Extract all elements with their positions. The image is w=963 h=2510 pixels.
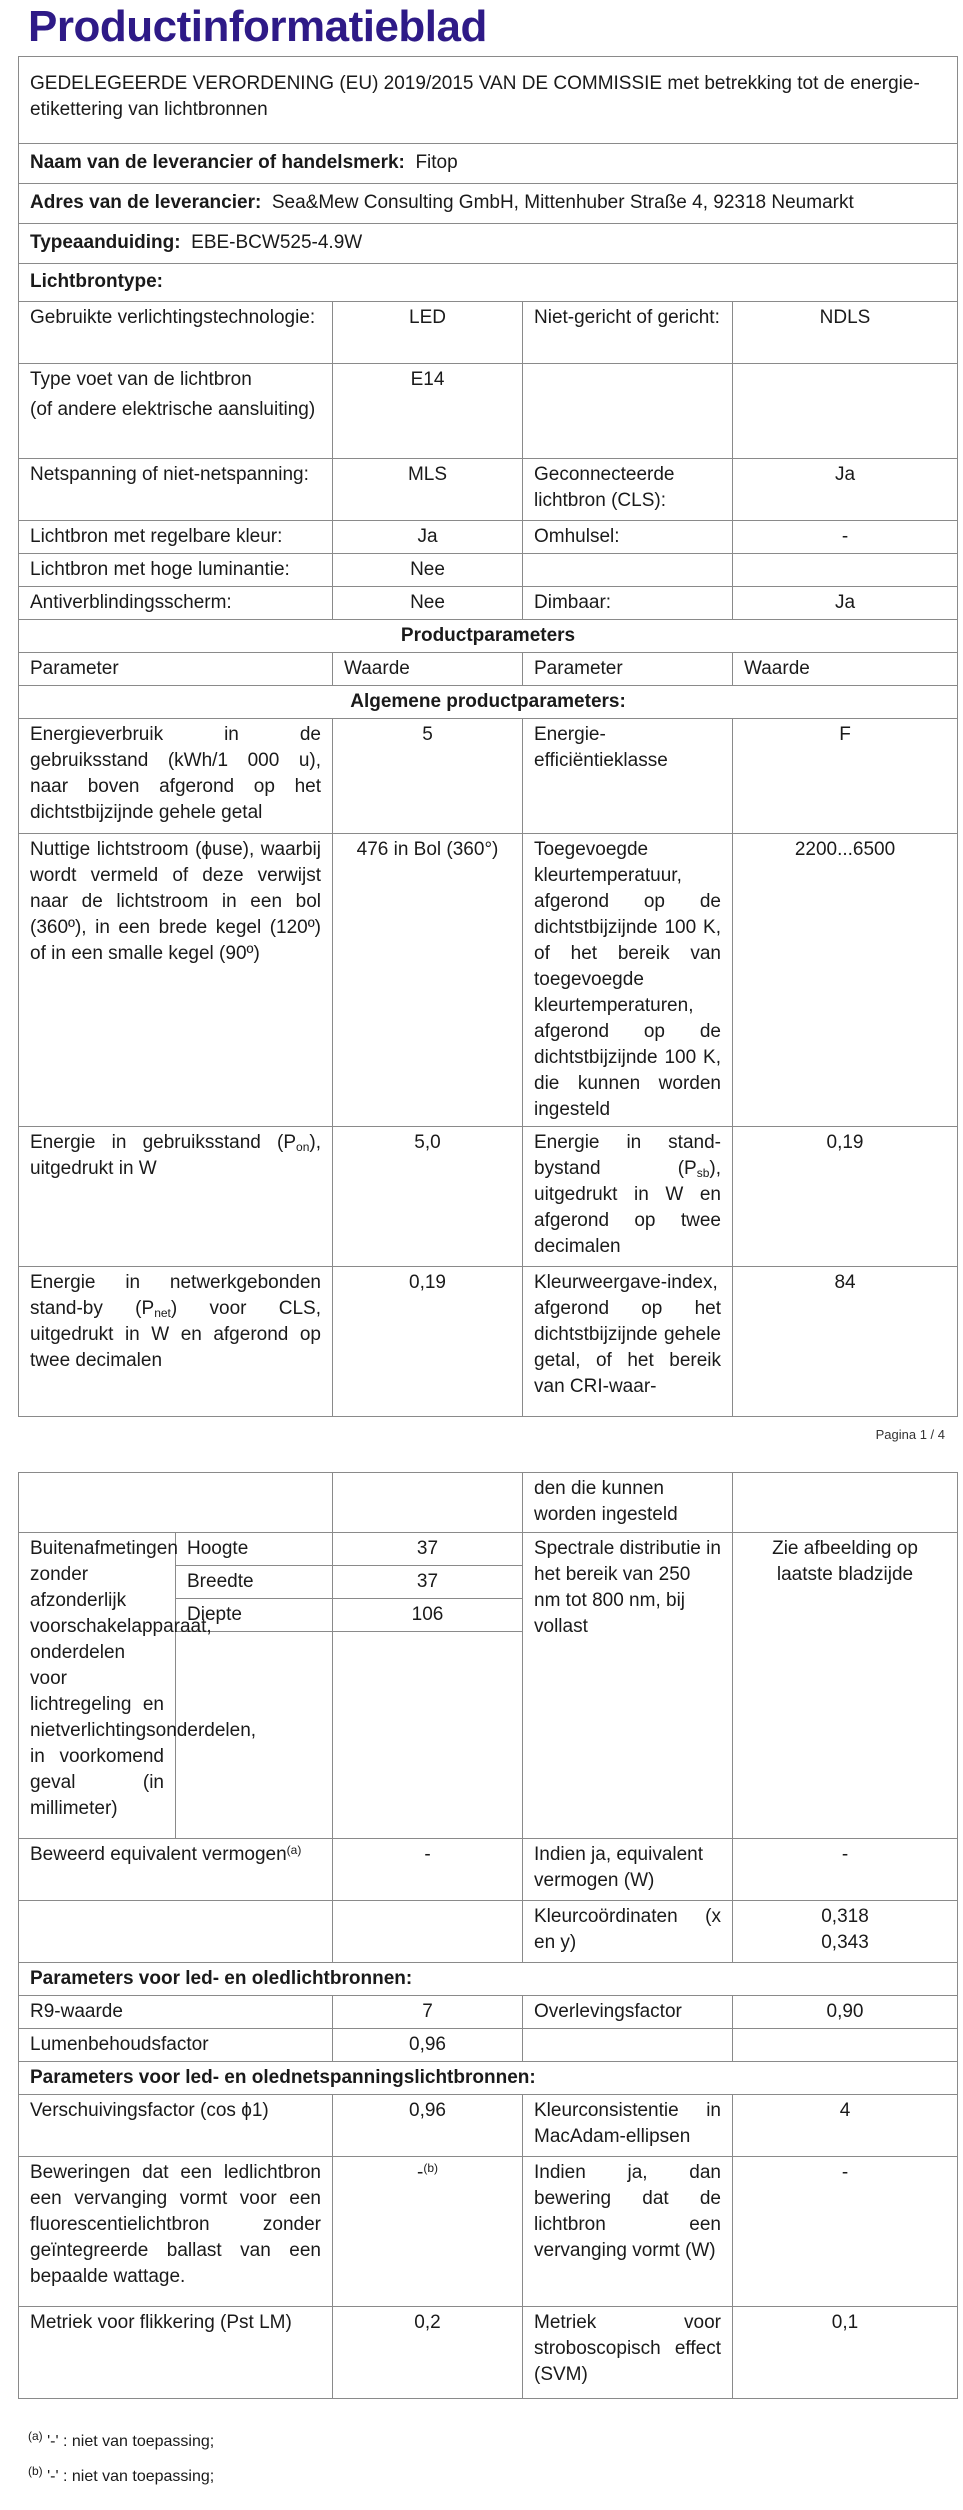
lumen-maintenance-value: 0,96 (333, 2029, 523, 2062)
high-luminance-label: Lichtbron met hoge luminantie: (19, 554, 333, 587)
dimmable-value: Ja (733, 587, 958, 620)
model-row (19, 224, 958, 264)
cap-type-sublabel: (of andere elektrische aansluiting) (30, 399, 316, 420)
empty-cell (733, 2029, 958, 2062)
color-consistency-label: Kleurconsistentie in MacAdam-ellipsen (523, 2095, 733, 2157)
replacement-claim-power-label: Indien ja, dan bewering dat de lichtbron een vervanging vormt (W) (523, 2157, 733, 2307)
stroboscopic-metric-label: Metriek voor stroboscopisch effect (SVM) (523, 2307, 733, 2399)
directional-label: Niet-gericht of gericht: (523, 302, 733, 364)
product-info-table-page1 (18, 56, 958, 1417)
empty-cell (19, 1901, 333, 1963)
cri-label-continued: den die kunnen worden ingesteld (523, 1473, 733, 1533)
cap-type-cell (19, 364, 333, 459)
empty-cell (333, 1473, 523, 1533)
survival-factor-label: Overlevingsfactor (523, 1996, 733, 2029)
tunable-label: Lichtbron met regelbare kleur: (19, 521, 333, 554)
equivalent-power-label: Indien ja, equivalent vermogen (W) (523, 1839, 733, 1901)
tunable-value: Ja (333, 521, 523, 554)
page-number: Pagina 1 / 4 (875, 1427, 945, 1442)
page-title: Productinformatieblad (28, 2, 487, 51)
cls-value: Ja (733, 459, 958, 521)
empty-cell (523, 364, 733, 459)
anti-glare-value: Nee (333, 587, 523, 620)
dimmable-label: Dimbaar: (523, 587, 733, 620)
flicker-metric-value: 0,2 (333, 2307, 523, 2399)
led-parameters-heading: Parameters voor led- en oledlichtbronnen: (19, 1963, 958, 1996)
chromaticity-y: 0,343 (821, 1932, 869, 1953)
networked-standby-label: Energie in netwerkgebonden stand-by $(P_{net})$ voor CLS, uitgedrukt in W en afgerond op twee decimalen (19, 1267, 333, 1417)
height-value: 37 (333, 1533, 523, 1566)
empty-cell (523, 554, 733, 587)
flicker-metric-label: Metriek voor flikkering (Pst LM) (19, 2307, 333, 2399)
on-mode-power-label: Energie in gebruiksstand $(P_{on})$, uitgedrukt in W (19, 1127, 333, 1267)
cap-type-label: Type voet van de lichtbron (30, 369, 252, 390)
directional-value: NDLS (733, 302, 958, 364)
mains-label: Netspanning of niet-netspanning: (19, 459, 333, 521)
regulation-text: GEDELEGEERDE VERORDENING (EU) 2019/2015 VAN DE COMMISSIE met betrekking tot de energie-etikettering van lichtbronnen (19, 57, 958, 144)
luminous-flux-value: 476 in Bol (360°) (333, 834, 523, 1127)
product-parameters-heading: Productparameters (19, 620, 958, 653)
chromaticity-values (733, 1901, 958, 1963)
tech-value: LED (333, 302, 523, 364)
empty-cell (19, 1473, 333, 1533)
address-label: Adres van de leverancier: (30, 192, 262, 213)
depth-label: Diepte (176, 1599, 333, 1632)
claimed-power-value: - (333, 1839, 523, 1901)
cri-label: Kleurweergave-index, afgerond op het dichtstbijzijnde gehele getal, of het bereik van CRI-waar- (523, 1267, 733, 1417)
standby-power-label: Energie in stand-bystand $(P_{sb})$, uitgedrukt in W en afgerond op twee decimalen (523, 1127, 733, 1267)
anti-glare-label: Antiverblindingsscherm: (19, 587, 333, 620)
luminous-flux-label: Nuttige lichtstroom (ϕuse), waarbij wordt vermeld of deze verwijst naar de lichtstroom in een bol (360º), in een brede kegel (120º) of in een smalle kegel (90º) (19, 834, 333, 1127)
displacement-factor-value: 0,96 (333, 2095, 523, 2157)
footnote-a-mark: (a) (28, 2429, 43, 2443)
high-luminance-value: Nee (333, 554, 523, 587)
cap-type-value: E14 (333, 364, 523, 459)
width-label: Breedte (176, 1566, 333, 1599)
footnote-a (28, 2429, 215, 2451)
supplier-row (19, 144, 958, 184)
cls-label: Geconnecteerde lichtbron (CLS): (523, 459, 733, 521)
equivalent-power-value: - (733, 1839, 958, 1901)
address-row (19, 184, 958, 224)
spectral-distribution-value: Zie afbeelding op laatste bladzijde (733, 1533, 958, 1839)
networked-standby-value: 0,19 (333, 1267, 523, 1417)
empty-cell (333, 1901, 523, 1963)
footnote-b-text: '-' : niet van toepassing; (47, 2468, 215, 2485)
r9-value: 7 (333, 1996, 523, 2029)
col-header-parameter: Parameter (523, 653, 733, 686)
product-info-table-page2 (18, 1472, 958, 2399)
supplier-label: Naam van de leverancier of handelsmerk: (30, 152, 405, 173)
r9-label: R9-waarde (19, 1996, 333, 2029)
supplier-value: Fitop (415, 152, 458, 173)
energy-class-value: F (733, 719, 958, 834)
claimed-power-label: Beweerd equivalent vermogen$^{(a)}$ (19, 1839, 333, 1901)
color-temperature-value: 2200...6500 (733, 834, 958, 1127)
replacement-claim-label: Beweringen dat een ledlichtbron een vervanging vormt voor een fluorescentielichtbron zonder geïntegreerde ballast van een bepaalde wattage. (19, 2157, 333, 2307)
tech-label: Gebruikte verlichtingstechnologie: (19, 302, 333, 364)
width-value: 37 (333, 1566, 523, 1599)
model-value: EBE-BCW525-4.9W (191, 232, 363, 253)
footnote-b-mark: (b) (28, 2464, 43, 2478)
standby-power-value: 0,19 (733, 1127, 958, 1267)
displacement-factor-label: Verschuivingsfactor (cos ϕ1) (19, 2095, 333, 2157)
empty-cell (523, 2029, 733, 2062)
envelope-label: Omhulsel: (523, 521, 733, 554)
model-label: Typeaanduiding: (30, 232, 181, 253)
height-label: Hoogte (176, 1533, 333, 1566)
chromaticity-label: Kleurcoördinaten (x en y) (523, 1901, 733, 1963)
envelope-value: - (733, 521, 958, 554)
lightsource-type-heading: Lichtbrontype: (19, 264, 958, 302)
dimensions-label: Buitenafmetingen zonder afzonderlijk voorschakelapparaat, onderdelen voor lichtregeling en nietverlichtingsonderdelen, in voorkomend geval (in millimeter) (19, 1533, 176, 1839)
lumen-maintenance-label: Lumenbehoudsfactor (19, 2029, 333, 2062)
spectral-distribution-label: Spectrale distributie in het bereik van 250 nm tot 800 nm, bij vollast (523, 1533, 733, 1839)
on-mode-power-value: 5,0 (333, 1127, 523, 1267)
color-temperature-label: Toegevoegde kleurtemperatuur, afgerond op de dichtstbijzijnde 100 K, of het bereik van toegevoegde kleurtemperaturen, afgerond op de dichtstbijzijnde 100 K, die kunnen worden ingesteld (523, 834, 733, 1127)
col-header-value: Waarde (733, 653, 958, 686)
mains-parameters-heading: Parameters voor led- en olednetspanningslichtbronnen: (19, 2062, 958, 2095)
stroboscopic-metric-value: 0,1 (733, 2307, 958, 2399)
survival-factor-value: 0,90 (733, 1996, 958, 2029)
empty-cell (333, 1632, 523, 1839)
depth-value: 106 (333, 1599, 523, 1632)
energy-class-label: Energie-efficiëntieklasse (523, 719, 733, 834)
col-header-value: Waarde (333, 653, 523, 686)
empty-cell (733, 554, 958, 587)
energy-use-label: Energieverbruik in de gebruiksstand (kWh/1 000 u), naar boven afgerond op het dichtstbijzijnde gehele getal (19, 719, 333, 834)
chromaticity-x: 0,318 (821, 1906, 869, 1927)
empty-cell (733, 364, 958, 459)
general-parameters-heading: Algemene productparameters: (19, 686, 958, 719)
color-consistency-value: 4 (733, 2095, 958, 2157)
replacement-claim-value: -$^{(b)}$ (333, 2157, 523, 2307)
footnote-a-text: '-' : niet van toepassing; (47, 2433, 215, 2450)
replacement-claim-power-value: - (733, 2157, 958, 2307)
empty-cell (733, 1473, 958, 1533)
mains-value: MLS (333, 459, 523, 521)
cri-value: 84 (733, 1267, 958, 1417)
address-value: Sea&Mew Consulting GmbH, Mittenhuber Straße 4, 92318 Neumarkt (271, 192, 854, 213)
footnote-b (28, 2464, 215, 2486)
energy-use-value: 5 (333, 719, 523, 834)
col-header-parameter: Parameter (19, 653, 333, 686)
